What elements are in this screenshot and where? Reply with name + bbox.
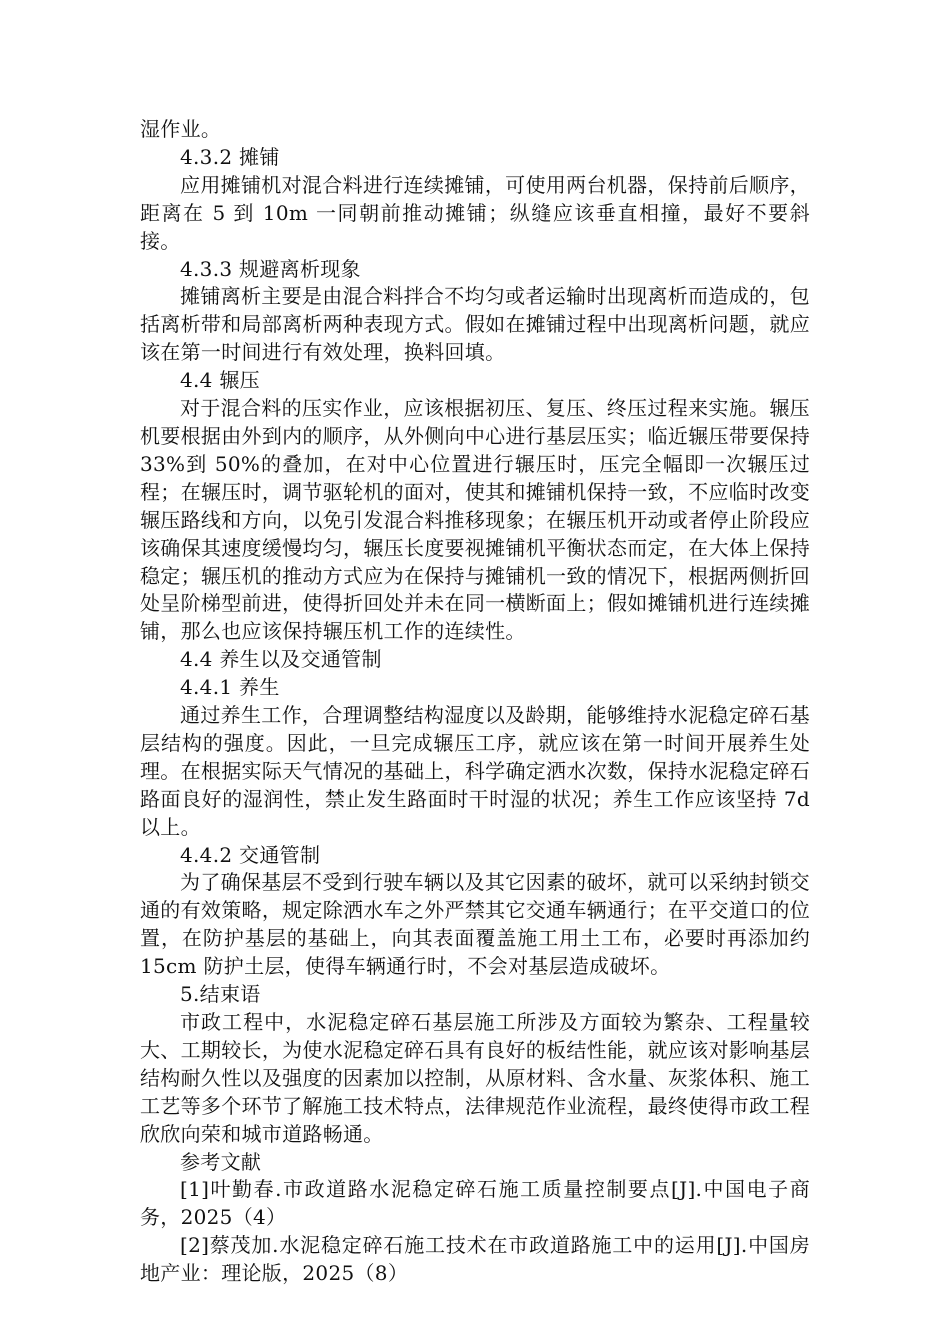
section-heading: 4.4.2 交通管制 bbox=[180, 842, 321, 867]
references-heading: 参考文献 bbox=[180, 1149, 262, 1174]
reference-item: [1]叶勤春.市政道路水泥稳定碎石施工质量控制要点[J].中国电子商务，2025（4） bbox=[140, 1177, 810, 1230]
section-heading: 4.3.3 规避离析现象 bbox=[180, 256, 361, 281]
paragraph: 市政工程中，水泥稳定碎石基层施工所涉及方面较为繁杂、工程量较大、工期较长，为使水泥稳定碎石具有良好的板结性能，就应该对影响基层结构耐久性以及强度的因素加以控制，从原材料、含水量、灰浆体积、施工工艺等多个环节了解施工技术特点，法律规范作业流程，最终使得市政工程欣欣向荣和城市道路畅通。 bbox=[140, 1010, 810, 1146]
paragraph: 对于混合料的压实作业，应该根据初压、复压、终压过程来实施。辗压机要根据由外到内的顺序，从外侧向中心进行基层压实；临近辗压带要保持 33%到 50%的叠加，在对中心位置进行辗压时，压完全幅即一次辗压过程；在辗压时，调节驱轮机的面对，使其和摊铺机保持一致，不应临时改变辗压路线和方向，以免引发混合料推移现象；在辗压机开动或者停止阶段应该确保其速度缓慢均匀，辗压长度要视摊铺机平衡状态而定，在大体上保持稳定；辗压机的推动方式应为在保持与摊铺机一致的情况下，根据两侧折回处呈阶梯型前进，使得折回处并未在同一横断面上；假如摊铺机进行连续摊铺，那么也应该保持辗压机工作的连续性。 bbox=[140, 396, 810, 644]
paragraph: 湿作业。 bbox=[140, 117, 222, 141]
paragraph: 为了确保基层不受到行驶车辆以及其它因素的破坏，就可以采纳封锁交通的有效策略，规定除洒水车之外严禁其它交通车辆通行；在平交道口的位置，在防护基层的基础上，向其表面覆盖施工用土工布，必要时再添加约 15cm 防护土层，使得车辆通行时，不会对基层造成破坏。 bbox=[140, 870, 810, 979]
section-heading: 4.3.2 摊铺 bbox=[180, 144, 280, 169]
paragraph: 应用摊铺机对混合料进行连续摊铺，可使用两台机器，保持前后顺序，距离在 5 到 10m 一同朝前推动摊铺；纵缝应该垂直相撞，最好不要斜接。 bbox=[140, 172, 810, 253]
document-body bbox=[140, 116, 810, 1288]
section-heading: 5.结束语 bbox=[180, 982, 261, 1007]
section-heading: 4.4.1 养生 bbox=[180, 675, 280, 700]
reference-item: [2]蔡茂加.水泥稳定碎石施工技术在市政道路施工中的运用[J].中国房地产业：理论版，2025（8） bbox=[140, 1233, 810, 1286]
paragraph: 通过养生工作，合理调整结构湿度以及龄期，能够维持水泥稳定碎石基层结构的强度。因此，一旦完成辗压工序，就应该在第一时间开展养生处理。在根据实际天气情况的基础上，科学确定洒水次数，保持水泥稳定碎石路面良好的湿润性，禁止发生路面时干时湿的状况；养生工作应该坚持 7d 以上。 bbox=[140, 703, 810, 839]
paragraph: 摊铺离析主要是由混合料拌合不均匀或者运输时出现离析而造成的，包括离析带和局部离析两种表现方式。假如在摊铺过程中出现离析问题，就应该在第一时间进行有效处理，换料回填。 bbox=[140, 284, 810, 365]
section-heading: 4.4 养生以及交通管制 bbox=[180, 647, 382, 672]
section-heading: 4.4 辗压 bbox=[180, 368, 260, 393]
